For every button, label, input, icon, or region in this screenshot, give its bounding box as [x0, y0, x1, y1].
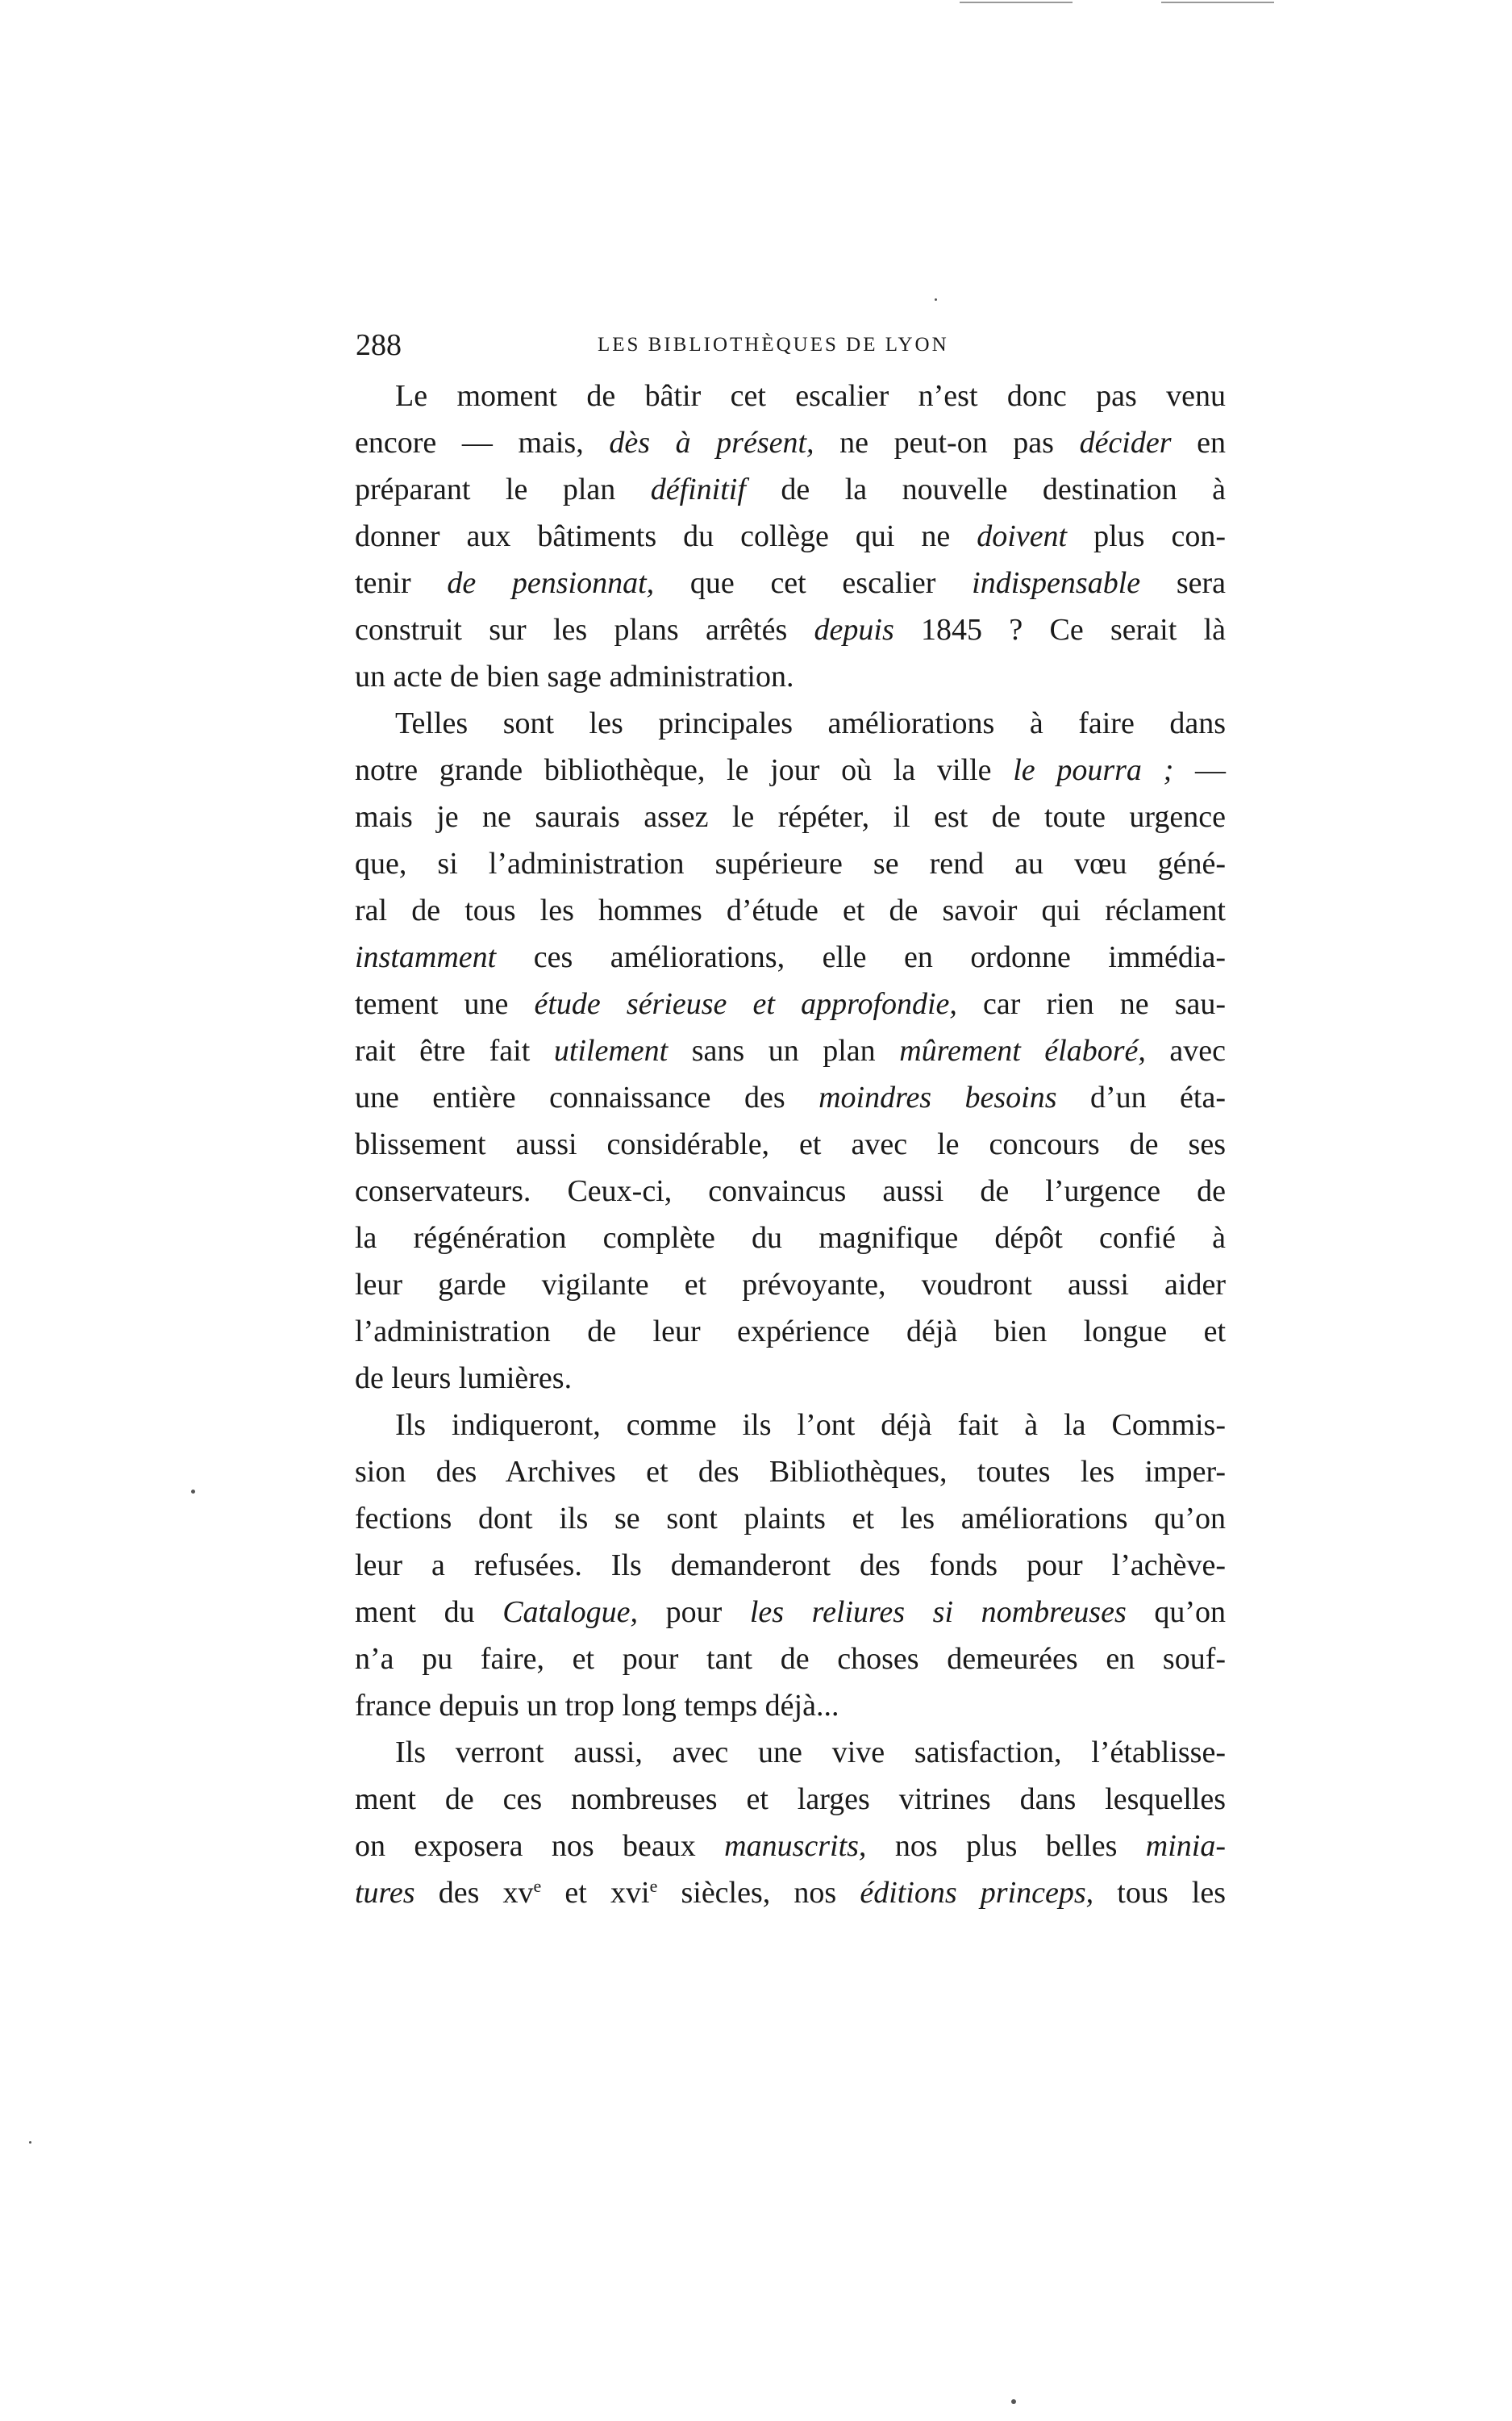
text-run: conservateurs. Ceux-ci, convaincus aussi de l’urgence de: [355, 1174, 1226, 1208]
text-line: [355, 700, 1226, 747]
text-line: [355, 1776, 1226, 1823]
text-run: n’a pu faire, et pour tant de choses demeurées en souf-: [355, 1642, 1226, 1676]
text-run: avec: [1145, 1034, 1227, 1068]
italic-run: tures: [355, 1876, 415, 1910]
text-run: l’administration de leur expérience déjà bien longue et: [355, 1315, 1226, 1348]
text-run: une entière connaissance des: [355, 1081, 819, 1115]
italic-run: Catalogue,: [502, 1595, 639, 1629]
text-run: encore — mais,: [355, 426, 610, 460]
text-run: —: [1173, 753, 1227, 787]
text-run: des xv: [414, 1876, 534, 1910]
text-run: sera: [1140, 566, 1227, 600]
italic-run: doivent: [977, 519, 1068, 553]
text-line: [355, 1589, 1226, 1636]
italic-run: le pourra ;: [1013, 753, 1174, 787]
text-line: [355, 1823, 1226, 1869]
italic-run: minia-: [1145, 1829, 1226, 1863]
italic-run: étude sérieuse et approfondie,: [534, 987, 957, 1021]
italic-run: les reliures si nombreuses: [749, 1595, 1127, 1629]
text-line: [355, 560, 1226, 606]
text-run: ment du: [355, 1595, 503, 1629]
text-line: [355, 840, 1226, 887]
text-run: la régénération complète du magnifique dépôt confié à: [355, 1221, 1226, 1255]
text-line: [355, 1636, 1226, 1682]
text-run: siècles, nos: [657, 1876, 860, 1910]
text-line: [355, 653, 1226, 700]
running-title: LES BIBLIOTHÈQUES DE LYON: [598, 334, 949, 356]
text-line: [355, 1869, 1226, 1916]
text-run: que cet escalier: [654, 566, 973, 600]
text-run: sion des Archives et des Bibliothèques, toutes les imper-: [355, 1455, 1226, 1489]
text-run: Ils indiqueront, comme ils l’ont déjà fait à la Commis-: [395, 1408, 1226, 1442]
italic-run: moindres besoins: [818, 1081, 1057, 1115]
text-run: en: [1171, 426, 1226, 460]
text-run: car rien ne sau-: [956, 987, 1226, 1021]
text-run: donner aux bâtiments du collège qui ne: [355, 519, 977, 553]
text-line: [355, 1448, 1226, 1495]
italic-run: de pensionnat,: [447, 566, 655, 600]
italic-run: dès à présent,: [609, 426, 814, 460]
italic-run: définitif: [650, 473, 746, 506]
text-line: [355, 981, 1226, 1027]
text-run: ne peut-on pas: [814, 426, 1080, 460]
text-run: blissement aussi considérable, et avec le concours de ses: [355, 1127, 1226, 1161]
text-line: [355, 1168, 1226, 1215]
italic-run: décider: [1079, 426, 1172, 460]
text-run: de la nouvelle destination à: [745, 473, 1226, 506]
italic-run: utilement: [553, 1034, 669, 1068]
italic-run: indispensable: [972, 566, 1141, 600]
superscript: e: [649, 1876, 658, 1896]
text-line: [355, 1215, 1226, 1261]
text-line: [355, 1729, 1226, 1776]
text-line: [355, 934, 1226, 981]
text-line: [355, 606, 1226, 653]
text-run: tous les: [1093, 1876, 1227, 1910]
text-run: france depuis un trop long temps déjà...: [355, 1689, 839, 1723]
text-run: qu’on: [1126, 1595, 1227, 1629]
italic-run: depuis: [814, 613, 894, 647]
scan-speck: [935, 298, 937, 301]
text-run: Ils verront aussi, avec une vive satisfaction, l’établisse-: [395, 1736, 1226, 1769]
text-run: sans un plan: [668, 1034, 900, 1068]
scan-artifact-rule: [960, 2, 1073, 3]
text-run: leur garde vigilante et prévoyante, voudront aussi aider: [355, 1268, 1226, 1302]
text-run: nos plus belles: [866, 1829, 1146, 1863]
text-run: tement une: [355, 987, 535, 1021]
text-run: on exposera nos beaux: [355, 1829, 725, 1863]
text-run: d’un éta-: [1056, 1081, 1226, 1115]
italic-run: instamment: [355, 940, 497, 974]
text-run: ces améliorations, elle en ordonne immédia-: [496, 940, 1226, 974]
text-run: et xvi: [541, 1876, 650, 1910]
scan-speck: [1011, 2399, 1016, 2404]
text-run: plus con-: [1067, 519, 1226, 553]
text-run: ment de ces nombreuses et larges vitrines dans lesquelles: [355, 1782, 1226, 1816]
text-run: mais je ne saurais assez le répéter, il est de toute urgence: [355, 800, 1226, 834]
text-run: notre grande bibliothèque, le jour où la ville: [355, 753, 1014, 787]
running-head: [356, 321, 1227, 369]
text-line: [355, 1074, 1226, 1121]
text-line: [355, 1121, 1226, 1168]
text-line: [355, 794, 1226, 840]
text-run: 1845 ? Ce serait là: [893, 613, 1226, 647]
text-line: [355, 1355, 1226, 1402]
text-line: [355, 1542, 1226, 1589]
italic-run: manuscrits,: [724, 1829, 867, 1863]
text-line: [355, 1027, 1226, 1074]
text-line: [355, 466, 1226, 513]
text-line: [355, 747, 1226, 794]
text-line: [355, 1402, 1226, 1448]
text-line: [355, 1261, 1226, 1308]
text-run: pour: [638, 1595, 750, 1629]
text-run: de leurs lumières.: [355, 1361, 573, 1395]
text-line: [355, 1308, 1226, 1355]
superscript: e: [533, 1876, 542, 1896]
text-run: que, si l’administration supérieure se rend au vœu géné-: [355, 847, 1226, 881]
text-line: [355, 887, 1226, 934]
italic-run: éditions princeps,: [860, 1876, 1094, 1910]
scan-artifact-rule: [1161, 2, 1274, 3]
text-run: préparant le plan: [355, 473, 651, 506]
text-run: Le moment de bâtir cet escalier n’est donc pas venu: [395, 379, 1226, 413]
text-run: leur a refusées. Ils demanderont des fonds pour l’achève-: [355, 1548, 1226, 1582]
scan-speck: [29, 2141, 31, 2144]
text-line: [355, 373, 1226, 419]
page-number: 288: [356, 328, 402, 362]
text-run: construit sur les plans arrêtés: [355, 613, 814, 647]
text-line: [355, 1495, 1226, 1542]
text-line: [355, 1682, 1226, 1729]
text-line: [355, 419, 1226, 466]
text-run: tenir: [355, 566, 448, 600]
scan-speck: [191, 1490, 195, 1494]
text-run: ral de tous les hommes d’étude et de savoir qui réclament: [355, 894, 1226, 927]
italic-run: mûrement élaboré,: [899, 1034, 1146, 1068]
text-run: rait être fait: [355, 1034, 554, 1068]
text-line: [355, 513, 1226, 560]
text-run: Telles sont les principales améliorations à faire dans: [395, 706, 1226, 740]
text-run: un acte de bien sage administration.: [355, 660, 794, 694]
text-run: fections dont ils se sont plaints et les améliorations qu’on: [355, 1502, 1226, 1536]
body-text: [355, 373, 1226, 1916]
